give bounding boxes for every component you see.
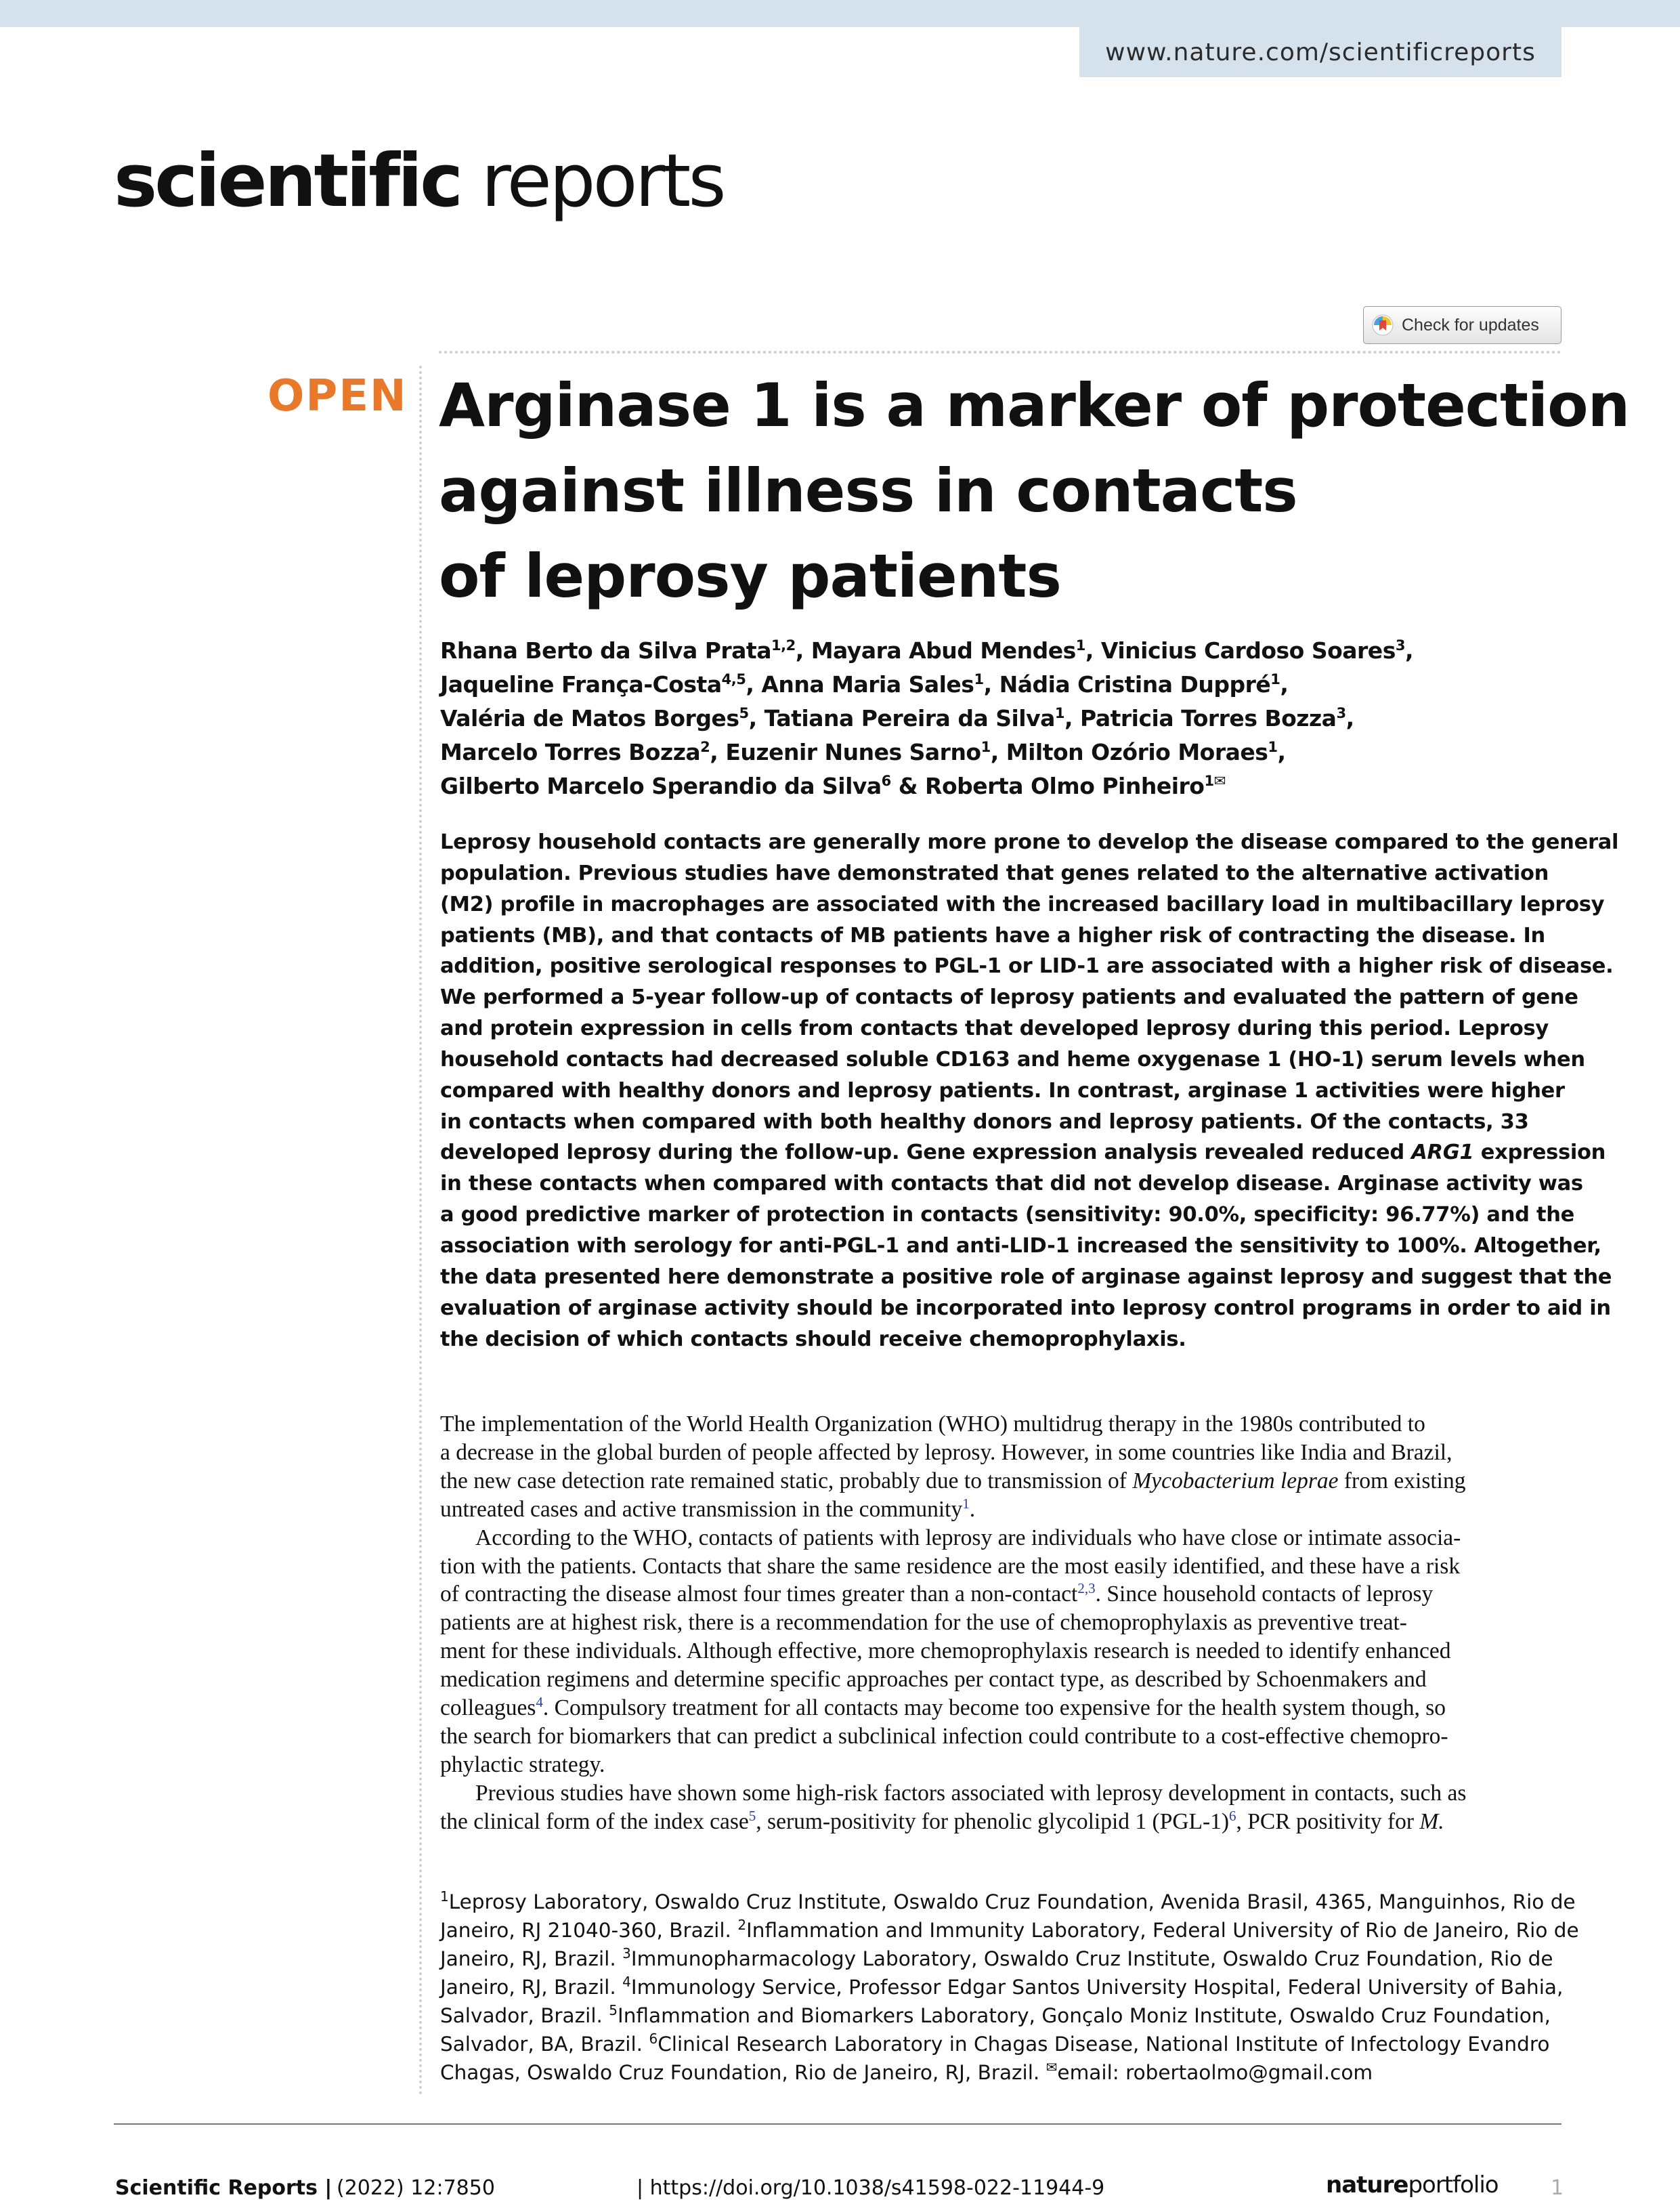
open-access-label: OPEN (267, 371, 408, 421)
body-line (440, 1580, 1564, 1609)
affiliation-text: Immunology Service, Professor Edgar Santos University Hospital, Federal University of Bahia, (630, 1976, 1564, 1999)
author-line (440, 769, 1578, 803)
author-line (440, 634, 1578, 668)
affiliation-text: Immunopharmacology Laboratory, Oswaldo Cruz Institute, Oswaldo Cruz Foundation, Rio de (630, 1947, 1553, 1970)
separator: , (1345, 705, 1354, 731)
footer-journal-name: Scientific Reports | (115, 2176, 332, 2200)
affiliation-line (440, 1973, 1564, 2001)
separator: , (1280, 671, 1289, 698)
affiliation-line (440, 1888, 1576, 1916)
body-line: tion with the patients. Contacts that share the same residence are the most easily identified, and these have a risk (440, 1553, 1461, 1579)
publisher-bold: nature (1326, 2171, 1408, 2199)
species-name: M. (1419, 1808, 1444, 1834)
affiliation-line (440, 1945, 1564, 1973)
email-envelope-icon: ✉ (1046, 2059, 1058, 2076)
body-text-span: , PCR positivity for (1236, 1808, 1420, 1834)
body-line: medication regimens and determine specific approaches per contact type, as described by Schoenmakers and (440, 1667, 1427, 1693)
affiliation-ref: 1 (1204, 773, 1214, 789)
title-line: of leprosy patients (439, 541, 1061, 611)
footer-issue: (2022) 12:7850 (337, 2176, 495, 2200)
body-text-span: , serum-positivity for phenolic glycolipid 1 (PGL-1) (756, 1808, 1230, 1834)
affiliation-text: Leprosy Laboratory, Oswaldo Cruz Institute, Oswaldo Cruz Foundation, Avenida Brasil, 4365, Manguinhos, Rio de (448, 1890, 1576, 1913)
nature-portfolio-logo (1326, 2171, 1499, 2199)
affiliation-number: 4 (622, 1974, 631, 1991)
author-name[interactable]: , Vinicius Cardoso Soares (1085, 637, 1396, 664)
body-line: the search for biomarkers that can predict a subclinical infection could contribute to a cost-effective chemopro- (440, 1723, 1448, 1749)
abstract-line: addition, positive serological responses to PGL-1 or LID-1 are associated with a higher risk of disease. (440, 954, 1614, 979)
author-name[interactable]: , Milton Ozório Moraes (990, 739, 1268, 765)
citation-link[interactable]: 1 (962, 1495, 970, 1512)
journal-logo (114, 139, 724, 224)
gene-name: ARG1 (1411, 1141, 1474, 1165)
logo-light-text: reports (460, 139, 724, 224)
title-line: Arginase 1 is a marker of protection (439, 370, 1630, 440)
body-line (440, 1694, 1564, 1722)
affiliation-ref: 6 (881, 773, 891, 789)
abstract (440, 827, 1619, 1355)
citation-link[interactable]: 4 (536, 1693, 543, 1710)
author-name[interactable]: , Tatiana Pereira da Silva (748, 705, 1055, 731)
author-name[interactable]: , Patricia Torres Bozza (1064, 705, 1337, 731)
body-text-span: . Since household contacts of leprosy (1095, 1581, 1434, 1607)
affiliation-ref: 1 (1268, 739, 1278, 755)
abstract-line: in contacts when compared with both healthy donors and leprosy patients. Of the contacts, 33 (440, 1109, 1529, 1134)
title-line: against illness in contacts (439, 456, 1297, 526)
author-list (440, 634, 1578, 803)
affiliation-number: 5 (609, 2002, 618, 2019)
body-line (440, 1808, 1564, 1836)
affiliation-ref: 1 (1075, 637, 1085, 654)
affiliation-ref: 1 (1270, 671, 1280, 687)
abstract-text: expression (1473, 1141, 1606, 1165)
affiliation-ref: 1 (974, 671, 984, 687)
abstract-line: evaluation of arginase activity should be incorporated into leprosy control programs in order to aid in (440, 1296, 1611, 1320)
body-text-span: of contracting the disease almost four times greater than a non-contact (440, 1581, 1078, 1607)
publisher-light: portfolio (1408, 2171, 1499, 2199)
author-name[interactable]: , Nádia Cristina Duppré (983, 671, 1271, 698)
author-name[interactable]: & Roberta Olmo Pinheiro (890, 773, 1205, 799)
separator: , (1277, 739, 1286, 765)
affiliation-number: 1 (440, 1888, 449, 1905)
affiliation-text: Clinical Research Laboratory in Chagas Disease, National Institute of Infectology Evandro (658, 2033, 1550, 2056)
corresponding-email[interactable]: email: robertaolmo@gmail.com (1057, 2061, 1373, 2084)
citation-link[interactable]: 5 (748, 1807, 756, 1824)
abstract-line (440, 1137, 1606, 1168)
update-badge-icon (1372, 314, 1394, 336)
body-line: ment for these individuals. Although effective, more chemoprophylaxis research is needed to identify enhanced (440, 1638, 1451, 1664)
affiliation-text: Inflammation and Biomarkers Laboratory, Gonçalo Moniz Institute, Oswaldo Cruz Foundation, (618, 2004, 1551, 2027)
body-line: a decrease in the global burden of people affected by leprosy. However, in some countries like India and Brazil, (440, 1439, 1452, 1465)
abstract-text: developed leprosy during the follow-up. Gene expression analysis revealed reduced (440, 1141, 1412, 1165)
author-line (440, 702, 1578, 736)
affiliation-ref: 5 (739, 705, 749, 721)
author-name[interactable]: Jaqueline França-Costa (440, 671, 722, 698)
citation-link[interactable]: 6 (1229, 1807, 1236, 1824)
body-line: patients are at highest risk, there is a recommendation for the use of chemoprophylaxis as preventive treat- (440, 1610, 1407, 1636)
abstract-line: a good predictive marker of protection in contacts (sensitivity: 90.0%, specificity: 96.77%) and the (440, 1203, 1575, 1227)
abstract-line: the decision of which contacts should receive chemoprophylaxis. (440, 1327, 1186, 1351)
email-envelope-icon[interactable]: ✉ (1213, 773, 1226, 789)
abstract-line: We performed a 5-year follow-up of contacts of leprosy patients and evaluated the pattern of gene (440, 985, 1578, 1010)
journal-url[interactable]: www.nature.com/scientificreports (1079, 27, 1561, 77)
body-line: phylactic strategy. (440, 1751, 605, 1777)
check-for-updates-label: Check for updates (1402, 315, 1539, 335)
affiliations (440, 1888, 1579, 2087)
separator: , (1404, 637, 1414, 664)
header-divider (439, 351, 1561, 354)
species-name: Mycobacterium leprae (1132, 1468, 1339, 1493)
affiliation-line (440, 2001, 1564, 2030)
affiliation-text: Janeiro, RJ 21040-360, Brazil. (440, 1919, 738, 1942)
body-text-span: . (969, 1496, 976, 1522)
abstract-line: the data presented here demonstrate a positive role of arginase against leprosy and suggest that the (440, 1265, 1612, 1289)
affiliation-line (440, 2030, 1564, 2058)
affiliation-number: 6 (649, 2031, 658, 2047)
abstract-line: patients (MB), and that contacts of MB patients have a higher risk of contracting the disease. In (440, 923, 1545, 948)
check-for-updates-button[interactable] (1363, 306, 1561, 344)
author-name[interactable]: , Euzenir Nunes Sarno (710, 739, 981, 765)
body-line: Previous studies have shown some high-risk factors associated with leprosy development in contacts, such as (475, 1780, 1467, 1806)
author-name[interactable]: Marcelo Torres Bozza (440, 739, 701, 765)
affiliation-ref: 1 (981, 739, 991, 755)
affiliation-ref: 3 (1395, 637, 1405, 654)
margin-divider (419, 366, 422, 2096)
article-title (439, 363, 1630, 619)
affiliation-number: 2 (737, 1917, 747, 1934)
author-line (440, 668, 1578, 702)
affiliation-text: Inflammation and Immunity Laboratory, Federal University of Rio de Janeiro, Rio de (746, 1919, 1579, 1942)
affiliation-number: 3 (622, 1945, 631, 1962)
affiliation-ref: 1 (1054, 705, 1064, 721)
body-text (440, 1410, 1564, 1836)
body-line: The implementation of the World Health Organization (WHO) multidrug therapy in the 1980s contributed to (440, 1411, 1425, 1437)
footer-divider (114, 2123, 1561, 2125)
abstract-line: Leprosy household contacts are generally more prone to develop the disease compared to the general (440, 830, 1619, 854)
citation-link[interactable]: 2,3 (1077, 1580, 1096, 1597)
affiliation-text: Chagas, Oswaldo Cruz Foundation, Rio de Janeiro, RJ, Brazil. (440, 2061, 1046, 2084)
author-name[interactable]: , Mayara Abud Mendes (795, 637, 1076, 664)
body-text-span: untreated cases and active transmission in the community (440, 1496, 963, 1522)
abstract-line: household contacts had decreased soluble CD163 and heme oxygenase 1 (HO-1) serum levels when (440, 1047, 1585, 1071)
logo-bold-text: scientific (114, 139, 461, 224)
body-line: According to the WHO, contacts of patients with leprosy are individuals who have close or intimate associa- (475, 1525, 1461, 1550)
author-line (440, 736, 1578, 769)
affiliation-ref: 3 (1336, 705, 1346, 721)
body-text-span: from existing (1338, 1468, 1466, 1493)
affiliation-text: Janeiro, RJ, Brazil. (440, 1976, 623, 1999)
affiliation-ref: 2 (700, 739, 710, 755)
affiliation-ref: 1,2 (771, 637, 796, 654)
top-bar (0, 0, 1680, 27)
affiliation-line (440, 2058, 1564, 2087)
affiliation-text: Janeiro, RJ, Brazil. (440, 1947, 623, 1970)
abstract-line: population. Previous studies have demonstrated that genes related to the alternative activation (440, 861, 1549, 885)
affiliation-text: Salvador, Brazil. (440, 2004, 609, 2027)
body-text-span: the new case detection rate remained static, probably due to transmission of (440, 1468, 1133, 1493)
abstract-line: (M2) profile in macrophages are associated with the increased bacillary load in multibacillary leprosy (440, 892, 1605, 916)
body-line (440, 1495, 1564, 1524)
author-name[interactable]: Gilberto Marcelo Sperandio da Silva (440, 773, 882, 799)
abstract-line: and protein expression in cells from contacts that developed leprosy during this period. Leprosy (440, 1017, 1549, 1041)
abstract-line: in these contacts when compared with contacts that did not develop disease. Arginase activity was (440, 1172, 1583, 1196)
abstract-line: association with serology for anti-PGL-1 and anti-LID-1 increased the sensitivity to 100%. Altogether, (440, 1233, 1601, 1258)
author-name[interactable]: , Anna Maria Sales (746, 671, 974, 698)
author-name[interactable]: Rhana Berto da Silva Prata (440, 637, 771, 664)
affiliation-text: Salvador, BA, Brazil. (440, 2033, 649, 2056)
body-line (440, 1467, 1564, 1495)
author-name[interactable]: Valéria de Matos Borges (440, 705, 739, 731)
affiliation-ref: 4,5 (721, 671, 746, 687)
page-number: 1 (1551, 2176, 1564, 2200)
footer-doi-link[interactable]: | https://doi.org/10.1038/s41598-022-11944-9 (637, 2176, 1105, 2200)
abstract-line: compared with healthy donors and leprosy patients. In contrast, arginase 1 activities were higher (440, 1078, 1565, 1103)
body-text-span: the clinical form of the index case (440, 1808, 749, 1834)
body-text-span: colleagues (440, 1695, 536, 1721)
body-text-span: . Compulsory treatment for all contacts may become too expensive for the health system though, so (542, 1695, 1446, 1721)
affiliation-line (440, 1916, 1579, 1945)
